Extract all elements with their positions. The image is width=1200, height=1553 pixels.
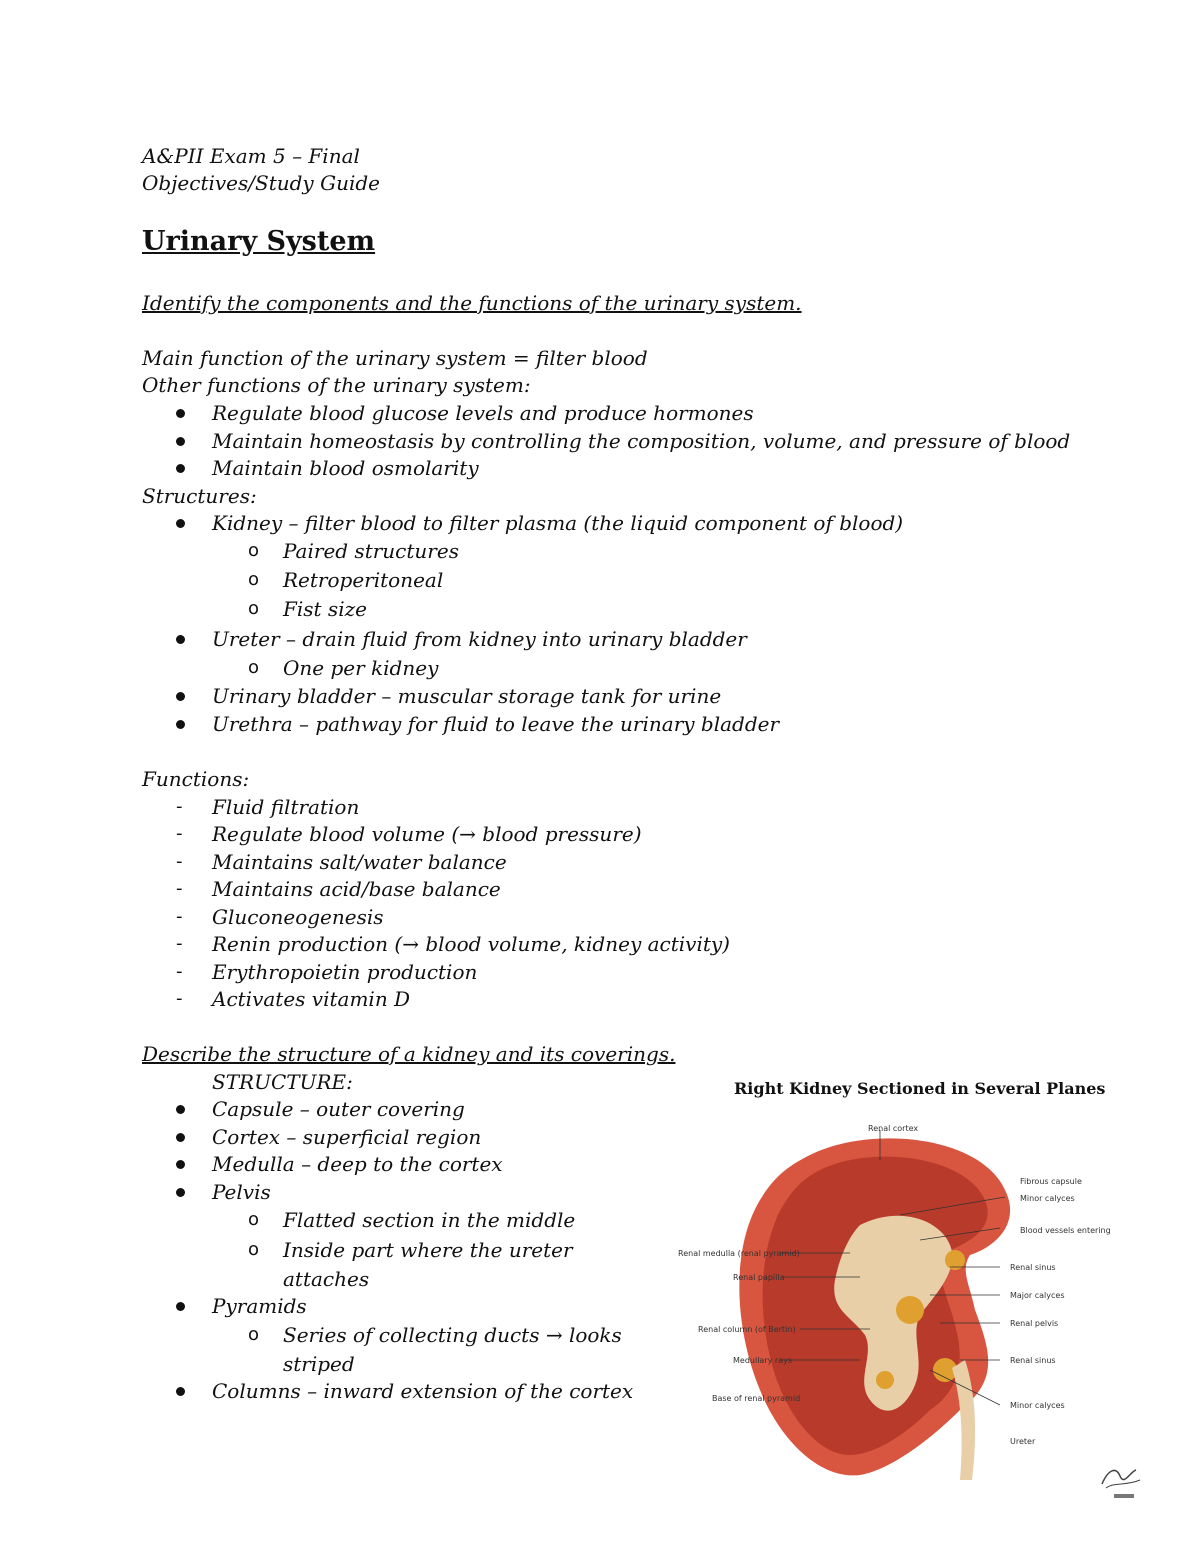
label-base-pyramid: Base of renal pyramid (712, 1394, 801, 1403)
main-function: Main function of the urinary system = filter blood (142, 346, 648, 370)
figure-title: Right Kidney Sectioned in Several Planes (734, 1079, 1106, 1098)
bullet-icon (176, 692, 185, 701)
other-function-item: Regulate blood glucose levels and produce hormones (212, 401, 754, 425)
kidney-sub-item: Fist size (283, 597, 367, 621)
dash-bullet-icon: - (176, 961, 183, 982)
function-item: Activates vitamin D (212, 987, 411, 1011)
netter-signature-logo (1096, 1462, 1146, 1504)
function-item: Gluconeogenesis (212, 905, 384, 929)
bullet-icon (176, 635, 185, 644)
structure-item-pelvis: Pelvis (212, 1180, 271, 1204)
fat-shape (876, 1371, 894, 1389)
function-item: Erythropoietin production (212, 960, 478, 984)
structure-item-columns: Columns – inward extension of the cortex (212, 1379, 634, 1403)
dash-bullet-icon: - (176, 988, 183, 1009)
circle-bullet-icon: o (248, 1209, 260, 1230)
other-functions-label: Other functions of the urinary system: (142, 373, 531, 397)
structure-item-cortex: Cortex – superficial region (212, 1125, 482, 1149)
section-title: Urinary System (142, 226, 376, 257)
other-function-item: Maintain blood osmolarity (212, 456, 479, 480)
structures-label: Structures: (142, 484, 257, 508)
pyramids-sub-item-cont: striped (283, 1352, 355, 1376)
label-renal-sinus-2: Renal sinus (1010, 1356, 1056, 1365)
circle-bullet-icon: o (248, 540, 260, 561)
dash-bullet-icon: - (176, 878, 183, 899)
circle-bullet-icon: o (248, 1324, 260, 1345)
circle-bullet-icon: o (248, 569, 260, 590)
structure-urethra: Urethra – pathway for fluid to leave the urinary bladder (212, 712, 780, 736)
fat-shape (896, 1296, 924, 1324)
ureter-sub-item: One per kidney (283, 656, 439, 680)
label-blood-vessels: Blood vessels entering (1020, 1226, 1111, 1235)
kidney-sub-item: Paired structures (283, 539, 459, 563)
functions-label: Functions: (142, 767, 250, 791)
label-fibrous-capsule: Fibrous capsule (1020, 1177, 1082, 1186)
label-ureter: Ureter (1010, 1437, 1036, 1446)
objective-1: Identify the components and the functions of the urinary system. (142, 291, 802, 315)
function-item: Maintains acid/base balance (212, 877, 501, 901)
dash-bullet-icon: - (176, 796, 183, 817)
circle-bullet-icon: o (248, 1239, 260, 1260)
bullet-icon (176, 1302, 185, 1311)
bullet-icon (176, 519, 185, 528)
bullet-icon (176, 409, 185, 418)
label-major-calyces: Major calyces (1010, 1291, 1065, 1300)
function-item: Regulate blood volume (→ blood pressure) (212, 822, 642, 846)
dash-bullet-icon: - (176, 823, 183, 844)
pelvis-sub-item: Flatted section in the middle (283, 1208, 576, 1232)
structure-ureter: Ureter – drain fluid from kidney into urinary bladder (212, 627, 747, 651)
label-minor-calyces-2: Minor calyces (1010, 1401, 1065, 1410)
bullet-icon (176, 437, 185, 446)
bullet-icon (176, 1387, 185, 1396)
label-minor-calyces: Minor calyces (1020, 1194, 1075, 1203)
circle-bullet-icon: o (248, 657, 260, 678)
structure-bladder: Urinary bladder – muscular storage tank for urine (212, 684, 722, 708)
dash-bullet-icon: - (176, 906, 183, 927)
structure-item-medulla: Medulla – deep to the cortex (212, 1152, 503, 1176)
dash-bullet-icon: - (176, 933, 183, 954)
function-item: Renin production (→ blood volume, kidney activity) (212, 932, 730, 956)
structure-item-pyramids: Pyramids (212, 1294, 307, 1318)
bullet-icon (176, 720, 185, 729)
bullet-icon (176, 464, 185, 473)
function-item: Maintains salt/water balance (212, 850, 507, 874)
label-renal-cortex: Renal cortex (868, 1124, 919, 1133)
doc-title-line2: Objectives/Study Guide (142, 171, 380, 195)
structure-item-capsule: Capsule – outer covering (212, 1097, 465, 1121)
bullet-icon (176, 1133, 185, 1142)
bullet-icon (176, 1188, 185, 1197)
kidney-illustration (660, 1110, 1120, 1490)
bullet-icon (176, 1105, 185, 1114)
doc-title-line1: A&PII Exam 5 – Final (142, 144, 360, 168)
pelvis-sub-item-cont: attaches (283, 1267, 370, 1291)
label-renal-medulla: Renal medulla (renal pyramid) (678, 1249, 800, 1258)
bullet-icon (176, 1160, 185, 1169)
dash-bullet-icon: - (176, 851, 183, 872)
kidney-sub-item: Retroperitoneal (283, 568, 444, 592)
pelvis-sub-item: Inside part where the ureter (283, 1238, 573, 1262)
label-renal-column: Renal column (of Bertin) (698, 1325, 796, 1334)
circle-bullet-icon: o (248, 598, 260, 619)
pyramids-sub-item: Series of collecting ducts → looks (283, 1323, 622, 1347)
label-renal-sinus: Renal sinus (1010, 1263, 1056, 1272)
label-medullary-rays: Medullary rays (733, 1356, 792, 1365)
function-item: Fluid filtration (212, 795, 360, 819)
other-function-item: Maintain homeostasis by controlling the composition, volume, and pressure of blood (212, 429, 1071, 453)
structure-label: STRUCTURE: (212, 1070, 353, 1094)
structure-kidney: Kidney – filter blood to filter plasma (the liquid component of blood) (212, 511, 904, 535)
label-renal-pelvis: Renal pelvis (1010, 1319, 1059, 1328)
label-renal-papilla: Renal papilla (733, 1273, 785, 1282)
objective-2: Describe the structure of a kidney and its coverings. (142, 1042, 676, 1066)
